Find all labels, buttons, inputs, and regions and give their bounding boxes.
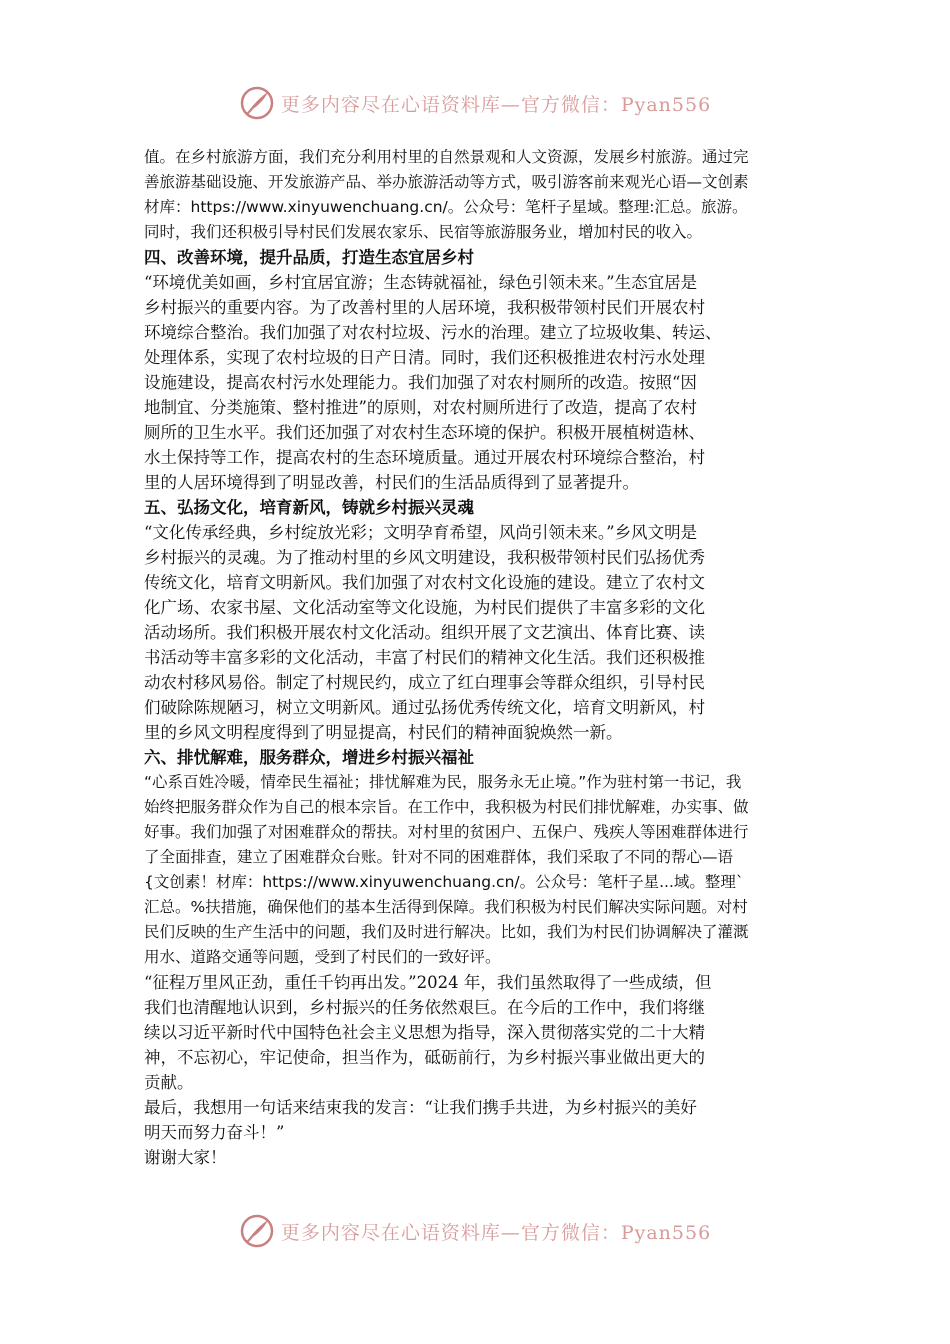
text-line: 善旅游基础设施、开发旅游产品、举办旅游活动等方式，吸引游客前来观光心语—文创素 xyxy=(144,173,749,191)
text-line: 动农村移风易俗。制定了村规民约，成立了红白理事会等群众组织，引导村民 xyxy=(144,673,705,692)
section-heading: 六、排忧解难，服务群众，增进乡村振兴福祉 xyxy=(144,748,474,767)
text-line: 地制宜、分类施策、整村推进”的原则，对农村厕所进行了改造，提高了农村 xyxy=(144,398,697,417)
text-line: 乡村振兴的灵魂。为了推动村里的乡风文明建设，我积极带领村民们弘扬优秀 xyxy=(144,548,705,567)
text-line: 最后，我想用一句话来结束我的发言：“让我们携手共进，为乡村振兴的美好 xyxy=(144,1098,697,1117)
text-line: 材库：https://www.xinyuwenchuang.cn/。公众号：笔杆子星域。整理:汇总。旅游。 xyxy=(144,198,748,216)
header-banner xyxy=(0,83,950,123)
text-line: 乡村振兴的重要内容。为了改善村里的人居环境，我积极带领村民们开展农村 xyxy=(144,298,705,317)
section-heading: 四、改善环境，提升品质，打造生态宜居乡村 xyxy=(144,248,474,267)
feather-pen-logo-icon xyxy=(239,1213,275,1249)
feather-pen-logo-icon xyxy=(239,85,275,121)
text-line: 谢谢大家！ xyxy=(144,1148,227,1167)
text-line: 们破除陈规陋习，树立文明新风。通过弘扬优秀传统文化，培育文明新风，村 xyxy=(144,698,705,717)
text-line: 用水、道路交通等问题，受到了村民们的一致好评。 xyxy=(144,948,501,966)
text-line: 值。在乡村旅游方面，我们充分利用村里的自然景观和人文资源，发展乡村旅游。通过完 xyxy=(144,148,749,166)
text-line: 传统文化，培育文明新风。我们加强了对农村文化设施的建设。建立了农村文 xyxy=(144,573,705,592)
text-line: 了全面排查，建立了困难群众台账。针对不同的困难群体，我们采取了不同的帮心—语 xyxy=(144,848,734,866)
text-line: “心系百姓冷暖，情牵民生福祉；排忧解难为民，服务永无止境。”作为驻村第一书记，我 xyxy=(144,773,742,791)
text-line: 始终把服务群众作为自己的根本宗旨。在工作中，我积极为村民们排忧解难，办实事、做 xyxy=(144,798,749,816)
text-line: 好事。我们加强了对困难群众的帮扶。对村里的贫困户、五保户、残疾人等困难群体进行 xyxy=(144,823,749,841)
text-line: 处理体系，实现了农村垃圾的日产日清。同时，我们还积极推进农村污水处理 xyxy=(144,348,705,367)
banner-text: 更多内容尽在心语资料库—官方微信：Pyan556 xyxy=(280,1221,712,1244)
text-line: 续以习近平新时代中国特色社会主义思想为指导，深入贯彻落实党的二十大精 xyxy=(144,1023,705,1042)
text-line: 同时，我们还积极引导村民们发展农家乐、民宿等旅游服务业，增加村民的收入。 xyxy=(144,223,703,241)
text-line: 神，不忘初心，牢记使命，担当作为，砥砺前行，为乡村振兴事业做出更大的 xyxy=(144,1048,705,1067)
text-line: 里的乡风文明程度得到了明显提高，村民们的精神面貌焕然一新。 xyxy=(144,723,623,742)
text-line: “环境优美如画，乡村宜居宜游；生态铸就福祉，绿色引领未来。”生态宜居是 xyxy=(144,273,698,292)
text-line: 贡献。 xyxy=(144,1073,194,1092)
text-line: {文创素！材库：https://www.xinyuwenchuang.cn/。公众号：笔杆子星...域。整理` xyxy=(144,873,744,891)
text-line: “征程万里风正劲，重任千钧再出发。”2024 年，我们虽然取得了一些成绩，但 xyxy=(144,973,712,992)
text-line: 里的人居环境得到了明显改善，村民们的生活品质得到了显著提升。 xyxy=(144,473,639,492)
footer-banner xyxy=(0,1211,950,1251)
text-line: 明天而努力奋斗！” xyxy=(144,1123,285,1142)
document-body xyxy=(144,145,816,1170)
banner-text: 更多内容尽在心语资料库—官方微信：Pyan556 xyxy=(280,93,712,116)
text-line: 民们反映的生产生活中的问题，我们及时进行解决。比如，我们为村民们协调解决了灌溉 xyxy=(144,923,749,941)
text-line: 我们也清醒地认识到，乡村振兴的任务依然艰巨。在今后的工作中，我们将继 xyxy=(144,998,705,1017)
text-line: “文化传承经典，乡村绽放光彩；文明孕育希望，风尚引领未来。”乡风文明是 xyxy=(144,523,698,542)
text-line: 设施建设，提高农村污水处理能力。我们加强了对农村厕所的改造。按照“因 xyxy=(144,373,697,392)
text-line: 厕所的卫生水平。我们还加强了对农村生态环境的保护。积极开展植树造林、 xyxy=(144,423,705,442)
text-line: 水土保持等工作，提高农村的生态环境质量。通过开展农村环境综合整治，村 xyxy=(144,448,705,467)
section-heading: 五、弘扬文化，培育新风，铸就乡村振兴灵魂 xyxy=(144,498,474,517)
text-line: 活动场所。我们积极开展农村文化活动。组织开展了文艺演出、体育比赛、读 xyxy=(144,623,705,642)
text-line: 书活动等丰富多彩的文化活动，丰富了村民们的精神文化生活。我们还积极推 xyxy=(144,648,705,667)
text-line: 化广场、农家书屋、文化活动室等文化设施，为村民们提供了丰富多彩的文化 xyxy=(144,598,705,617)
text-line: 汇总。%扶措施，确保他们的基本生活得到保障。我们积极为村民们解决实际问题。对村 xyxy=(144,898,748,916)
text-line: 环境综合整治。我们加强了对农村垃圾、污水的治理。建立了垃圾收集、转运、 xyxy=(144,323,722,342)
